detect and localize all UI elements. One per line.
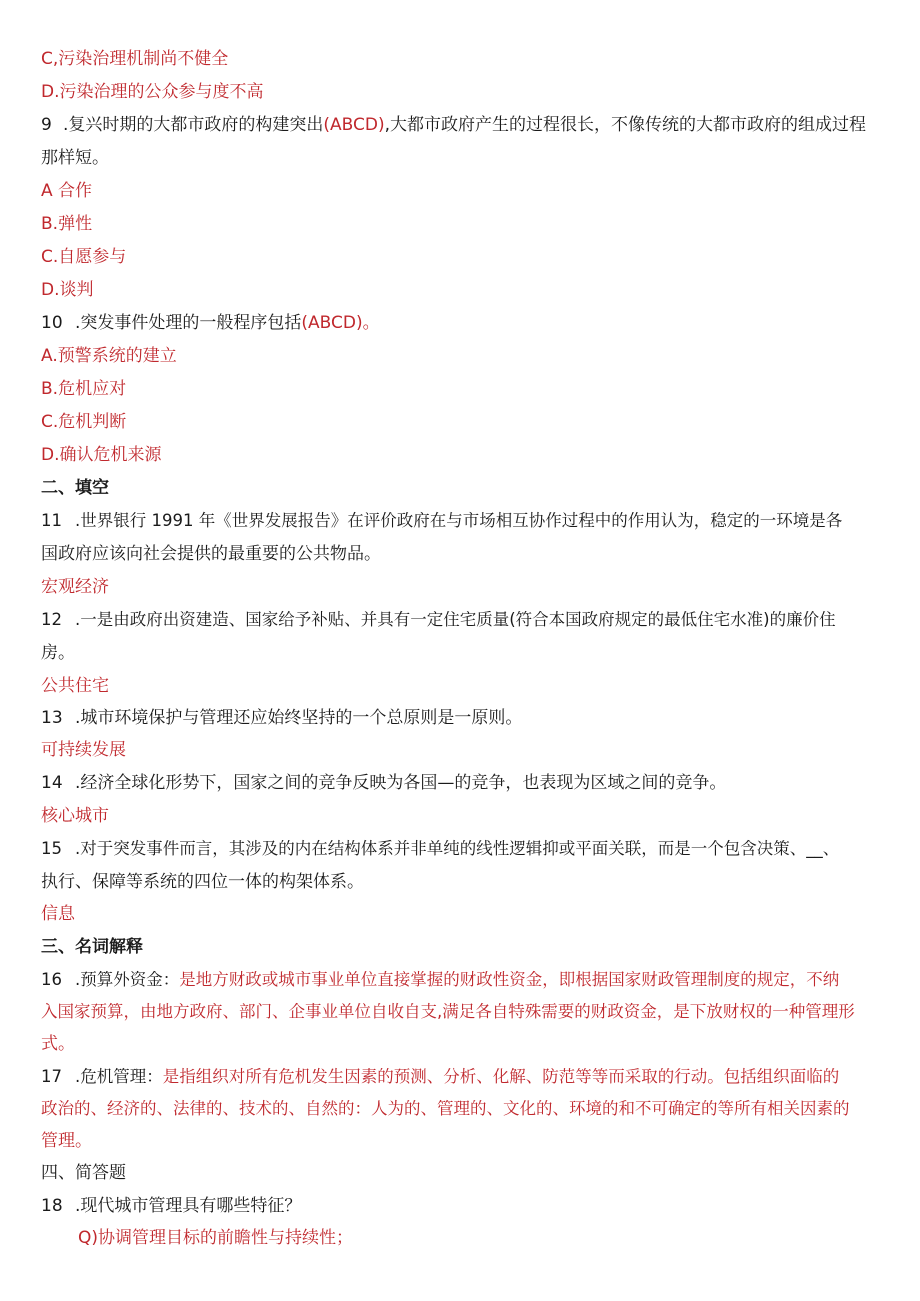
- q12-answer: 公共住宅: [41, 676, 109, 696]
- q9-text-b: ,大都市政府产生的过程很长，不像传统的大都市政府的组成过程: [384, 115, 867, 135]
- q11-line1: [41, 509, 842, 533]
- q15-line1: [41, 837, 839, 861]
- q16-term: .预算外资金：: [75, 970, 180, 989]
- section-3-heading: 三、名词解释: [41, 937, 143, 957]
- q11-line2: 国政府应该向社会提供的最重要的公共物品。: [41, 544, 381, 564]
- q10-option-c: C.危机判断: [41, 412, 127, 432]
- q13-text: .城市环境保护与管理还应始终坚持的一个总原则是一原则。: [75, 708, 523, 728]
- q10-number: 10: [41, 313, 63, 333]
- q14-line1: [41, 771, 726, 795]
- q13-line1: [41, 706, 522, 730]
- q10-answer: (ABCD)。: [301, 313, 380, 333]
- q16-line1: [41, 968, 839, 992]
- q9-question-line1: [41, 113, 866, 137]
- q18-text: .现代城市管理具有哪些特征？: [75, 1196, 302, 1216]
- q16-definition-line2: 入国家预算，由地方政府、部门、企事业单位自收自支,满足各自特殊需要的财政资金，是下放财权的一种管理形: [41, 1002, 855, 1021]
- q11-number: 11: [41, 511, 62, 530]
- q10-text: .突发事件处理的一般程序包括: [75, 313, 302, 333]
- q9-option-d: D.谈判: [41, 280, 94, 300]
- q9-answer: (ABCD): [323, 115, 385, 135]
- q17-term: .危机管理：: [75, 1067, 163, 1086]
- q12-number: 12: [41, 610, 62, 629]
- q17-definition-line2: 政治的、经济的、法律的、技术的、自然的：人为的、管理的、文化的、环境的和不可确定的等所有相关因素的: [41, 1099, 850, 1118]
- q10-option-b: B.危机应对: [41, 379, 127, 399]
- q11-answer: 宏观经济: [41, 577, 109, 597]
- q10-option-d: D.确认危机来源: [41, 445, 162, 465]
- q15-answer: 信息: [41, 904, 75, 924]
- q9-number: 9: [41, 115, 52, 135]
- q8-option-d: D.污染治理的公众参与度不高: [41, 82, 264, 102]
- q18-number: 18: [41, 1196, 63, 1216]
- q18-answer-line1: Q)协调管理目标的前瞻性与持续性；: [78, 1228, 354, 1248]
- q17-line1: [41, 1065, 839, 1089]
- q13-answer: 可持续发展: [41, 740, 126, 760]
- q15-line2: 执行、保障等系统的四位一体的构架体系。: [41, 872, 364, 892]
- q12-text-line1: .一是由政府出资建造、国家给予补贴、并具有一定住宅质量(符合本国政府规定的最低住宅水准)的廉价住: [75, 610, 836, 629]
- section-4-heading: 四、简答题: [41, 1163, 126, 1183]
- q17-definition-line3: 管理。: [41, 1131, 92, 1151]
- q16-definition-line1: 是地方财政或城市事业单位直接掌握的财政性资金，即根据国家财政管理制度的规定，不纳: [179, 970, 840, 989]
- q9-option-b: B.弹性: [41, 214, 93, 234]
- q9-text-a: .复兴时期的大都市政府的构建突出: [63, 115, 324, 135]
- q9-question-line2: 那样短。: [41, 148, 109, 168]
- q9-option-a: A 合作: [41, 181, 93, 201]
- q12-line2: 房。: [41, 643, 75, 663]
- q13-number: 13: [41, 708, 63, 728]
- q14-text: .经济全球化形势下，国家之间的竞争反映为各国—的竞争，也表现为区域之间的竞争。: [75, 773, 727, 793]
- section-2-heading: 二、填空: [41, 478, 109, 498]
- q15-text-line1: .对于突发事件而言，其涉及的内在结构体系并非单纯的线性逻辑抑或平面关联，而是一个包含决策、__、: [75, 839, 840, 858]
- q17-number: 17: [41, 1067, 62, 1086]
- q16-definition-line3: 式。: [41, 1034, 75, 1054]
- q15-number: 15: [41, 839, 62, 858]
- q9-option-c: C.自愿参与: [41, 247, 127, 267]
- q17-definition-line1: 是指组织对所有危机发生因素的预测、分析、化解、防范等等而采取的行动。包括组织面临的: [162, 1067, 840, 1086]
- q16-number: 16: [41, 970, 62, 989]
- q10-option-a: A.预警系统的建立: [41, 346, 177, 366]
- q10-question: [41, 311, 380, 335]
- q14-number: 14: [41, 773, 63, 793]
- q11-text-line1: .世界银行 1991 年《世界发展报告》在评价政府在与市场相互协作过程中的作用认为，稳定的一环境是各: [75, 511, 843, 530]
- q14-answer: 核心城市: [41, 806, 109, 826]
- q12-line1: [41, 608, 836, 632]
- q8-option-c: C,污染治理机制尚不健全: [41, 49, 229, 69]
- q18-question: [41, 1194, 301, 1218]
